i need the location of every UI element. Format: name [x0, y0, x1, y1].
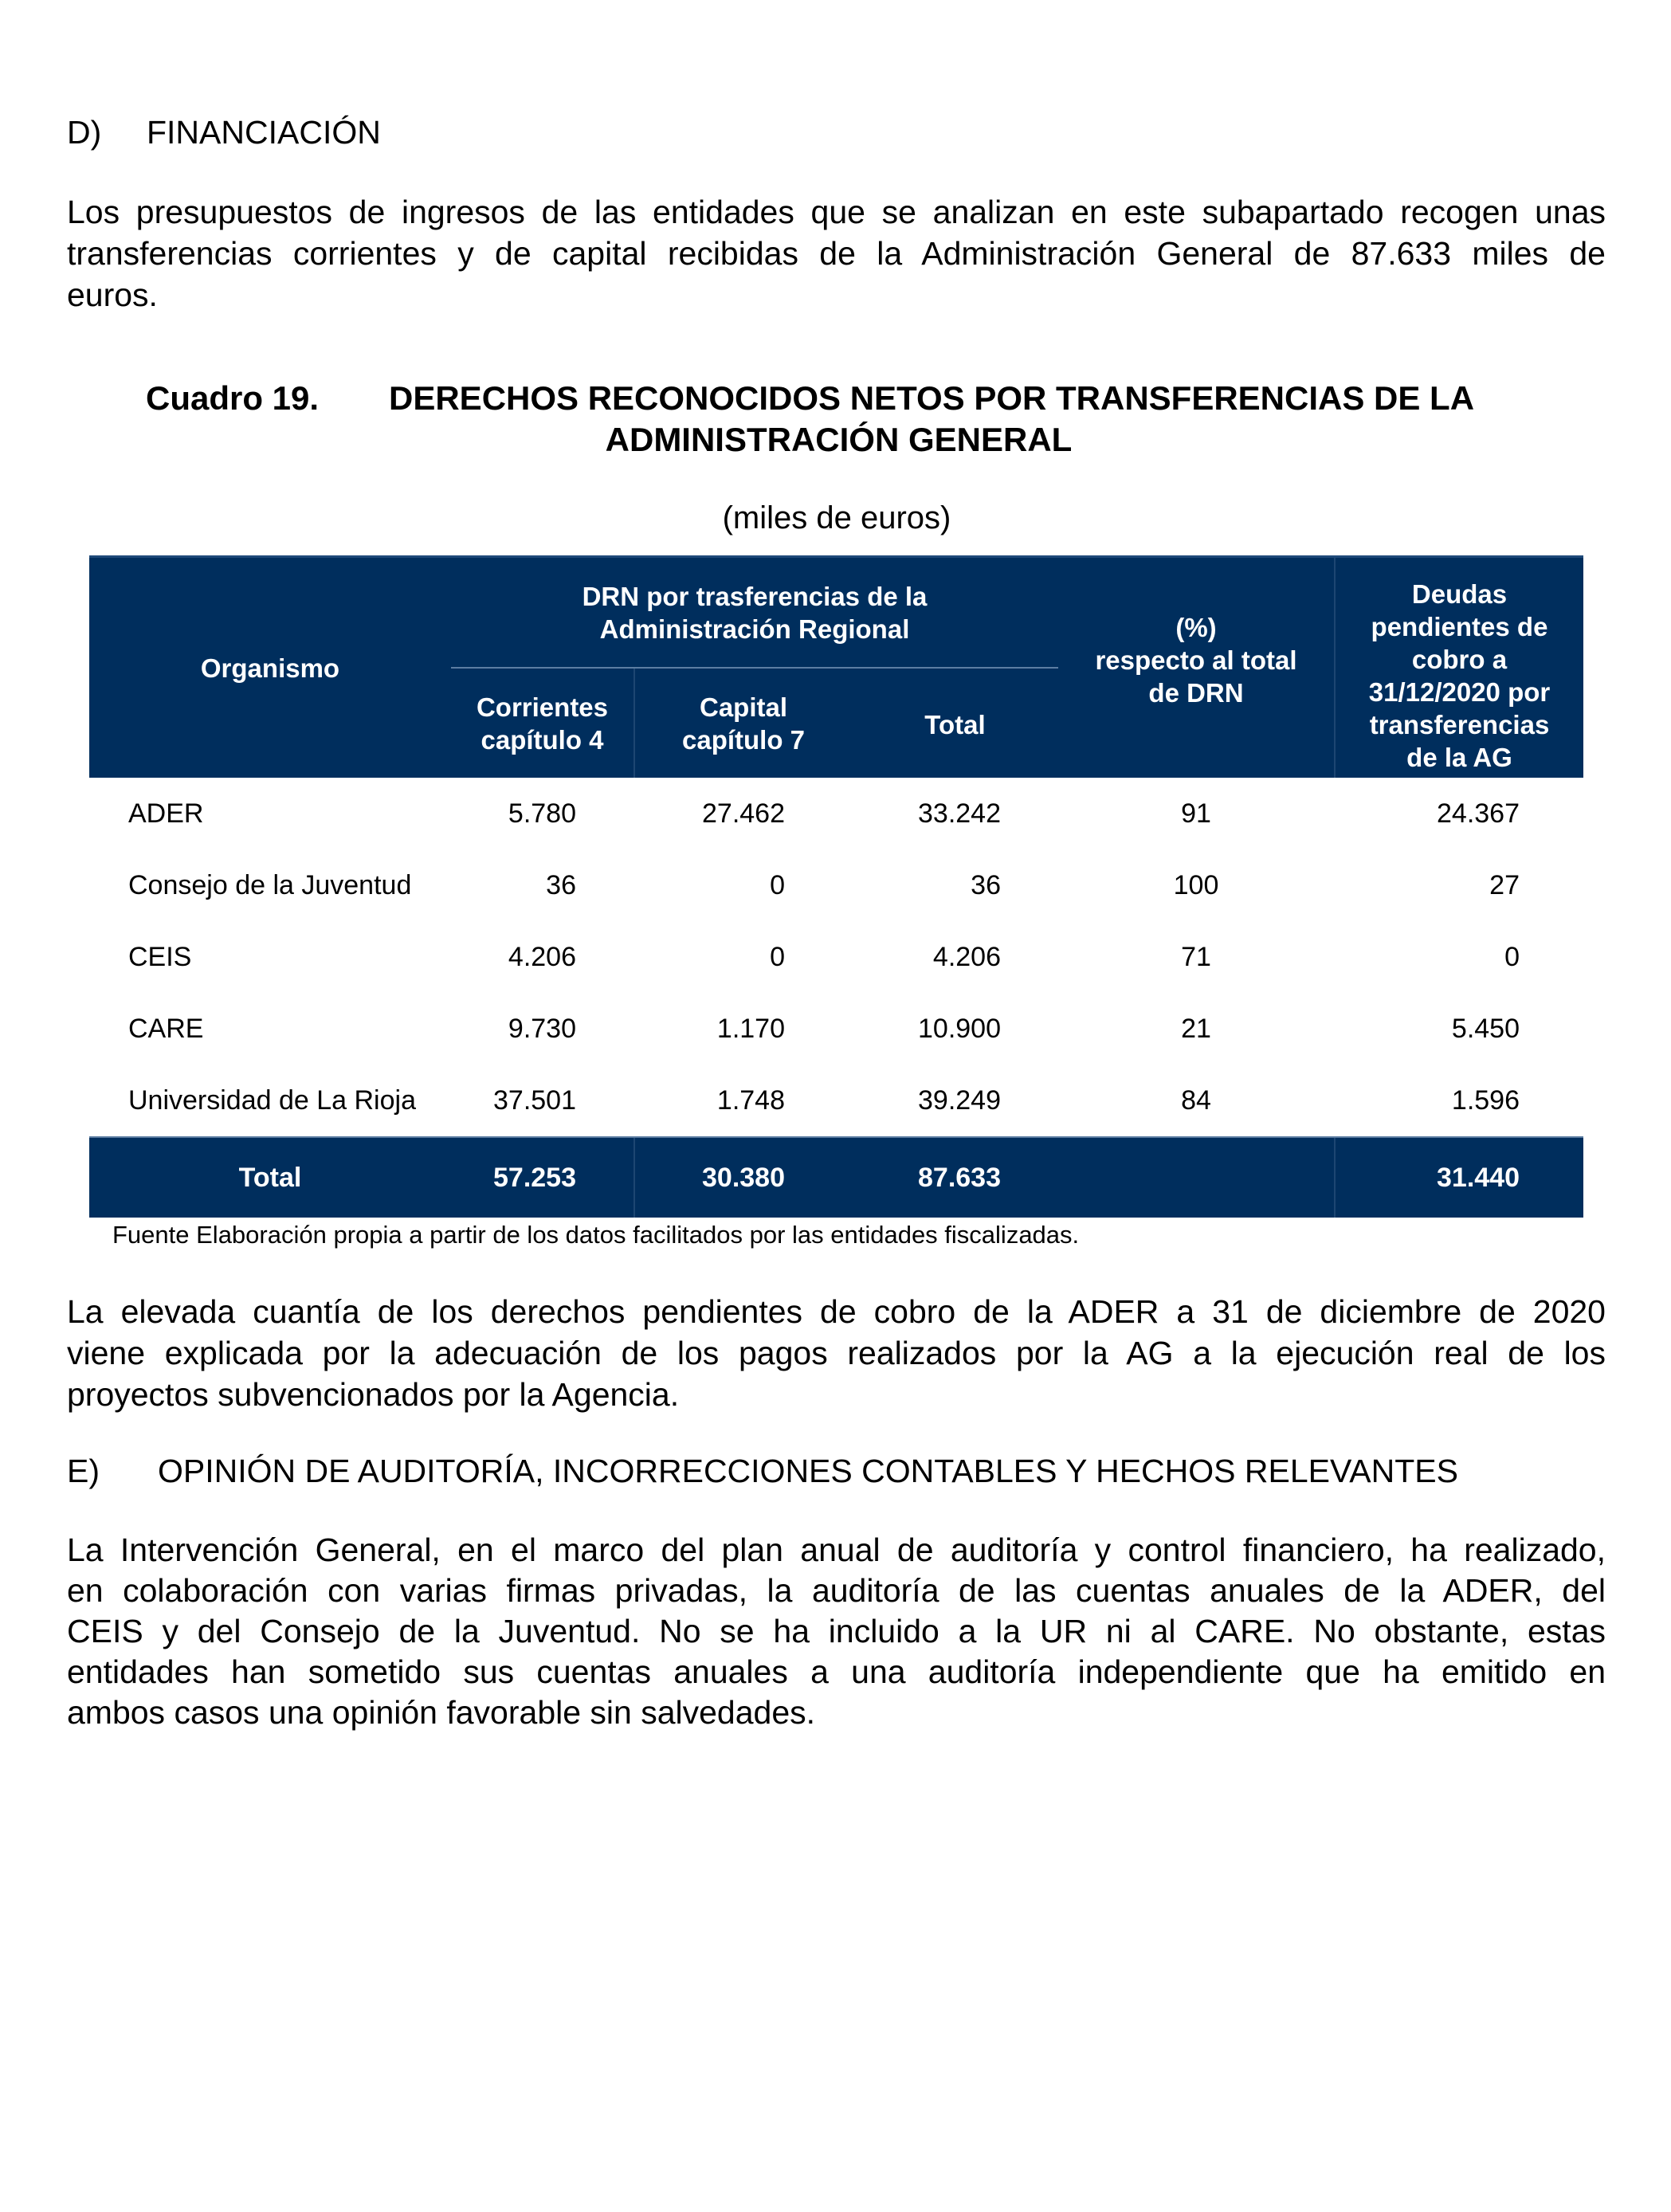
header-capital	[635, 669, 852, 778]
header-drn-group	[451, 558, 1058, 667]
cell-capital: 0	[770, 942, 785, 972]
cell-corrientes: 9.730	[508, 1014, 576, 1044]
cell-corrientes: 4.206	[508, 942, 576, 972]
total-percentage	[1058, 1138, 1334, 1218]
table-row	[89, 778, 1583, 849]
paragraph-line: entidades han sometido sus cuentas anuales a una auditoría independiente que ha emitido en	[67, 1653, 1606, 1690]
table-row	[89, 1065, 1583, 1136]
paragraph-line: La Intervención General, en el marco del plan anual de auditoría y control financiero, ha realizado,	[67, 1532, 1606, 1568]
cell-capital: 0	[770, 870, 785, 900]
header-deudas-line3: cobro a	[1411, 645, 1508, 674]
header-drn-group-line1: DRN por trasferencias de la	[582, 581, 928, 611]
audit-paragraph	[67, 1530, 1606, 1733]
section-d-letter: D)	[67, 114, 102, 151]
table-caption-title-line2	[0, 419, 1671, 461]
section-d-title: FINANCIACIÓN	[147, 114, 381, 151]
paragraph-line: La elevada cuantía de los derechos pendientes de cobro de la ADER a 31 de diciembre de 2020	[67, 1293, 1606, 1330]
header-capital-line1: Capital	[699, 692, 788, 722]
paragraph-line: ambos casos una opinión favorable sin salvedades.	[67, 1694, 816, 1731]
total-total: 87.633	[918, 1163, 1001, 1193]
section-e-title: OPINIÓN DE AUDITORÍA, INCORRECCIONES CONTABLES Y HECHOS RELEVANTES	[158, 1453, 1458, 1489]
cell-percentage: 21	[1181, 1014, 1211, 1044]
cell-organismo: ADER	[128, 798, 204, 829]
table-source-note: Fuente Elaboración propia a partir de los datos facilitados por las entidades fiscalizadas.	[112, 1221, 1080, 1249]
cell-capital: 1.170	[716, 1014, 785, 1044]
cell-corrientes: 37.501	[493, 1085, 576, 1116]
header-deudas-line4: 31/12/2020 por	[1368, 677, 1551, 707]
header-corrientes-line1: Corrientes	[476, 692, 609, 722]
total-deudas: 31.440	[1437, 1163, 1520, 1193]
cell-deudas: 27	[1489, 870, 1520, 900]
header-organismo: Organismo	[200, 653, 340, 683]
table-units: (miles de euros)	[722, 500, 951, 535]
cell-percentage: 71	[1181, 942, 1211, 972]
cell-organismo: CEIS	[128, 942, 192, 972]
table-row	[89, 993, 1583, 1065]
cell-total: 4.206	[932, 942, 1001, 972]
header-pct-line2: respecto al total	[1095, 645, 1297, 675]
cell-capital: 1.748	[716, 1085, 785, 1116]
header-total: Total	[924, 710, 986, 739]
paragraph-line: transferencias corrientes y de capital recibidas de la Administración General de 87.633 miles de	[67, 235, 1606, 272]
total-label: Total	[238, 1163, 302, 1193]
total-capital: 30.380	[702, 1163, 785, 1193]
header-deudas-line1: Deudas	[1411, 579, 1508, 609]
cell-deudas: 1.596	[1451, 1085, 1520, 1116]
cell-deudas: 5.450	[1451, 1014, 1520, 1044]
cell-corrientes: 36	[546, 870, 576, 900]
paragraph-line: euros.	[67, 276, 158, 313]
section-e-letter: E)	[67, 1453, 100, 1489]
cell-organismo: Consejo de la Juventud	[128, 870, 412, 900]
financing-paragraph	[67, 191, 1606, 316]
cell-percentage: 100	[1173, 870, 1219, 900]
cell-organismo: Universidad de La Rioja	[128, 1085, 416, 1116]
header-corrientes	[451, 669, 633, 778]
header-deudas	[1336, 558, 1583, 778]
header-deudas-line5: transferencias	[1369, 710, 1550, 739]
cell-corrientes: 5.780	[508, 798, 576, 829]
paragraph-line: viene explicada por la adecuación de los pagos realizados por la AG a la ejecución real de los	[67, 1335, 1606, 1371]
table-row	[89, 849, 1583, 921]
total-corrientes: 57.253	[493, 1163, 576, 1193]
table-total-row	[89, 1136, 1583, 1218]
header-deudas-line2: pendientes de	[1371, 612, 1548, 641]
header-pct-line3: de DRN	[1148, 677, 1244, 708]
paragraph-line: proyectos subvencionados por la Agencia.	[67, 1376, 680, 1413]
cell-deudas: 0	[1504, 942, 1520, 972]
cell-total: 36	[971, 870, 1001, 900]
cell-capital: 27.462	[702, 798, 785, 829]
table-header	[89, 555, 1583, 778]
cell-organismo: CARE	[128, 1014, 204, 1044]
header-drn-group-line2: Administración Regional	[599, 614, 910, 644]
header-corrientes-line2: capítulo 4	[481, 724, 604, 755]
paragraph-line: Los presupuestos de ingresos de las entidades que se analizan en este subapartado recogen unas	[67, 194, 1606, 230]
cell-deudas: 24.367	[1437, 798, 1520, 829]
cell-total: 33.242	[918, 798, 1001, 829]
header-capital-line2: capítulo 7	[681, 724, 806, 755]
paragraph-line: CEIS y del Consejo de la Juventud. No se ha incluido a la UR ni al CARE. No obstante, estas	[67, 1613, 1606, 1649]
table-row	[89, 921, 1583, 993]
header-deudas-line6: de la AG	[1406, 743, 1512, 772]
cell-total: 39.249	[918, 1085, 1001, 1116]
table-caption-title-line2-text: ADMINISTRACIÓN GENERAL	[605, 421, 1073, 458]
ader-paragraph	[67, 1291, 1606, 1415]
cell-total: 10.900	[918, 1014, 1001, 1044]
cell-percentage: 91	[1181, 798, 1211, 829]
cell-percentage: 84	[1181, 1085, 1211, 1116]
table-caption-title-line1: DERECHOS RECONOCIDOS NETOS POR TRANSFERENCIAS DE LA	[389, 379, 1475, 417]
paragraph-line: en colaboración con varias firmas privadas, la auditoría de las cuentas anuales de la ADER, del	[67, 1572, 1606, 1609]
section-e-heading	[67, 1455, 1458, 1488]
table-caption-label: Cuadro 19.	[146, 379, 320, 417]
header-percentage	[1058, 558, 1334, 778]
section-d-heading	[67, 116, 381, 149]
header-pct-line1: (%)	[1175, 612, 1217, 642]
